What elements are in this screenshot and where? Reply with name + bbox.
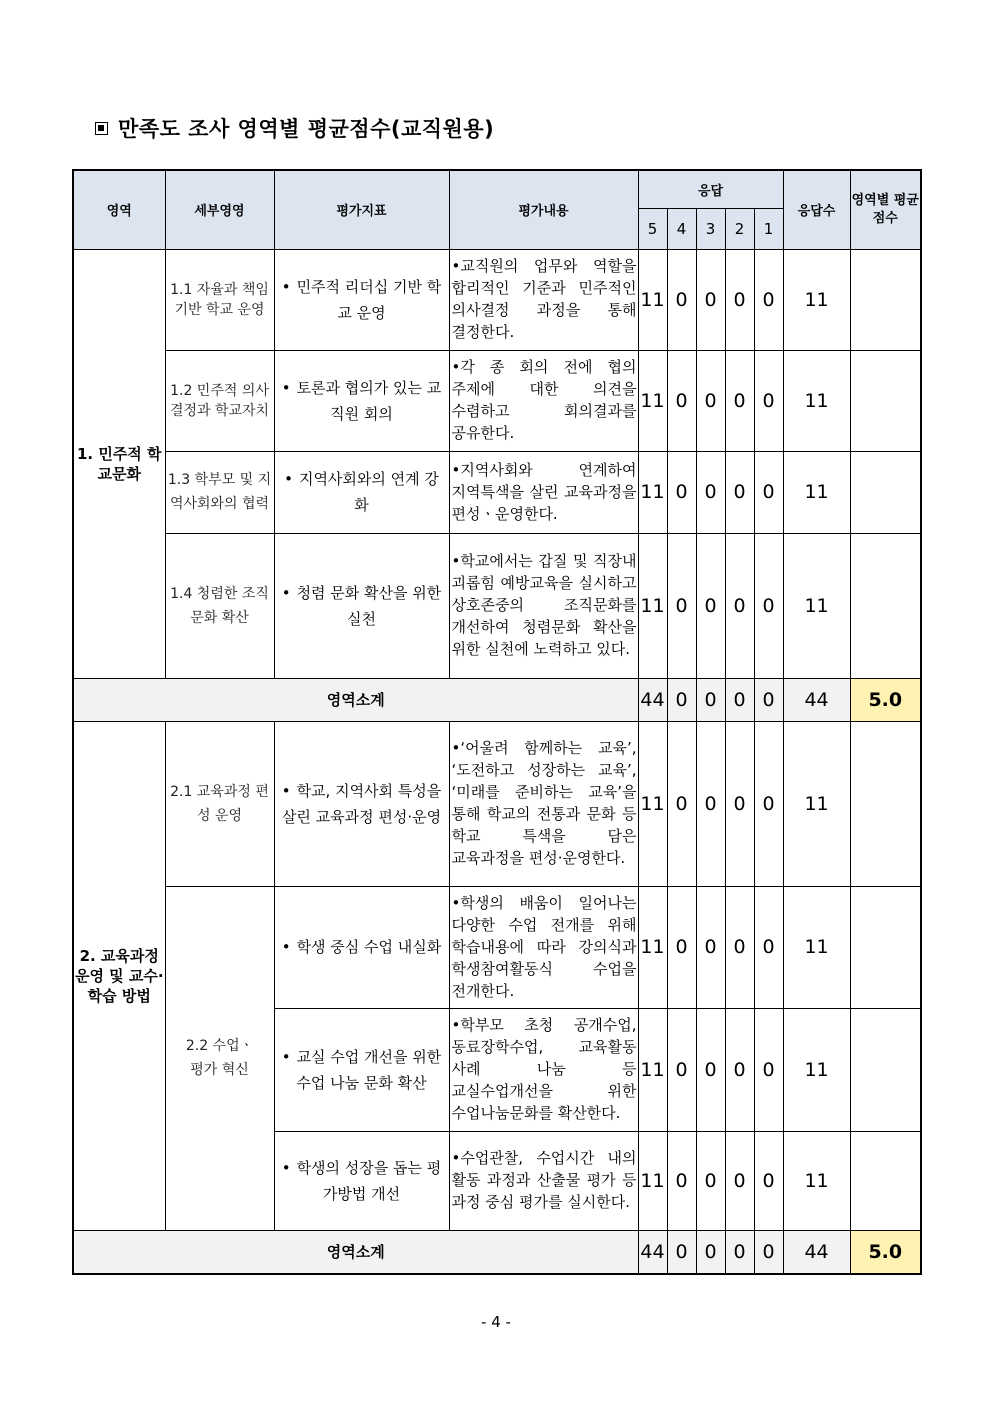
subtotal-label: 영역소계 [73,678,638,721]
indicator-cell [274,249,449,350]
indicator-cell [274,1008,449,1131]
table-row [73,350,921,451]
content-cell: •‘어울려 함께하는 교육’, ‘도전하고 성장하는 교육’, ‘미래를 준비하는 교육’을 통해 학교의 전통과 문화 등 학교 특색을 담은 교육과정을 편성·운영한다. [449,721,638,886]
sub-area-cell: 1.4 청렴한 조직문화 확산 [165,533,274,678]
bullet-icon: • [281,1158,291,1177]
resp-2: 0 [725,533,754,678]
resp-4: 0 [667,1131,696,1230]
subtotal-label: 영역소계 [73,1230,638,1274]
indicator-text: 학생의 성장을 돕는 평가방법 개선 [296,1158,442,1203]
resp-4: 0 [667,249,696,350]
resp-3: 0 [696,886,725,1008]
indicator-cell [274,721,449,886]
bullet-icon: • [281,378,291,397]
resp-1: 0 [754,721,783,886]
subtotal-count: 44 [783,1230,850,1274]
bullet-icon: • [281,938,291,956]
bullet-icon: • [281,277,291,296]
resp-4: 0 [667,451,696,533]
subtotal-row [73,678,921,721]
table-row [73,886,921,1008]
count-cell: 11 [783,350,850,451]
content-cell: •학생의 배움이 일어나는 다양한 수업 전개를 위해 학습내용에 따라 강의식과 학생참여활동식 수업을 전개한다. [449,886,638,1008]
avg-cell [850,249,921,350]
count-cell: 11 [783,886,850,1008]
resp-5: 11 [638,350,667,451]
area-cell: 1. 민주적 학교문화 [73,249,165,678]
resp-2: 0 [725,1131,754,1230]
resp-3: 0 [696,350,725,451]
content-cell: •각 종 회의 전에 협의 주제에 대한 의견을 수렴하고 회의결과를 공유한다. [449,350,638,451]
count-cell: 11 [783,451,850,533]
resp-5: 11 [638,721,667,886]
resp-5: 11 [638,451,667,533]
content-cell: •학교에서는 갑질 및 직장내 괴롭힘 예방교육을 실시하고 상호존중의 조직문화를 개선하여 청렴문화 확산을 위한 실천에 노력하고 있다. [449,533,638,678]
count-cell: 11 [783,721,850,886]
page-number: - 4 - [481,1313,511,1331]
table-row [73,533,921,678]
resp-2: 0 [725,1008,754,1131]
bullet-icon: • [281,781,291,800]
count-cell: 11 [783,249,850,350]
resp-3: 0 [696,721,725,886]
square-bullet-icon [95,122,108,135]
resp-3: 0 [696,249,725,350]
avg-cell [850,451,921,533]
indicator-cell [274,886,449,1008]
avg-cell [850,350,921,451]
title-text: 만족도 조사 영역별 평균점수(교직원용) [118,117,495,141]
indicator-cell [274,533,449,678]
content-cell: •지역사회와 연계하여 지역특색을 살린 교육과정을 편성ㆍ운영한다. [449,451,638,533]
subtotal-resp-1: 0 [754,678,783,721]
subtotal-avg: 5.0 [850,1230,921,1274]
resp-4: 0 [667,1008,696,1131]
header-sub-area: 세부영영 [165,170,274,249]
resp-3: 0 [696,1131,725,1230]
resp-3: 0 [696,1008,725,1131]
resp-5: 11 [638,1131,667,1230]
table-row [73,721,921,886]
resp-1: 0 [754,249,783,350]
header-avg: 영역별 평균점수 [850,170,921,249]
survey-table [72,169,922,1275]
resp-4: 0 [667,886,696,1008]
content-cell: •교직원의 업무와 역할을 합리적인 기준과 민주적인 의사결정 과정을 통해 결정한다. [449,249,638,350]
subtotal-resp-4: 0 [667,678,696,721]
count-cell: 11 [783,1008,850,1131]
bullet-icon: • [281,1047,291,1066]
subtotal-resp-2: 0 [725,1230,754,1274]
avg-cell [850,721,921,886]
resp-1: 0 [754,886,783,1008]
header-scale-5: 5 [638,208,667,249]
subtotal-resp-4: 0 [667,1230,696,1274]
sub-area-cell: 1.2 민주적 의사결정과 학교자치 [165,350,274,451]
header-scale-1: 1 [754,208,783,249]
sub-area-cell: 2.1 교육과정 편성 운영 [165,721,274,886]
subtotal-count: 44 [783,678,850,721]
avg-cell [850,533,921,678]
subtotal-resp-5: 44 [638,678,667,721]
indicator-cell [274,1131,449,1230]
table-row [73,249,921,350]
bullet-icon: • [284,470,293,488]
resp-2: 0 [725,886,754,1008]
avg-cell [850,1008,921,1131]
indicator-text: 민주적 리더십 기반 학교 운영 [296,277,442,322]
count-cell: 11 [783,533,850,678]
resp-2: 0 [725,721,754,886]
header-area: 영역 [73,170,165,249]
indicator-text: 토론과 협의가 있는 교직원 회의 [296,378,442,423]
resp-2: 0 [725,451,754,533]
resp-5: 11 [638,886,667,1008]
resp-3: 0 [696,533,725,678]
subtotal-row [73,1230,921,1274]
header-scale-3: 3 [696,208,725,249]
indicator-text: 청렴 문화 확산을 위한 실천 [296,583,442,628]
header-responses: 응답 [638,170,783,208]
header-indicator: 평가지표 [274,170,449,249]
header-scale-2: 2 [725,208,754,249]
resp-3: 0 [696,451,725,533]
resp-5: 11 [638,1008,667,1131]
resp-1: 0 [754,451,783,533]
resp-1: 0 [754,1131,783,1230]
subtotal-resp-1: 0 [754,1230,783,1274]
content-cell: •학부모 초청 공개수업, 동료장학수업, 교육활동 사례 나눔 등 교실수업개선을 위한 수업나눔문화를 확산한다. [449,1008,638,1131]
indicator-text: 교실 수업 개선을 위한 수업 나눔 문화 확산 [296,1047,442,1092]
indicator-cell [274,350,449,451]
header-row-1 [73,170,921,208]
area-cell: 2. 교육과정 운영 및 교수·학습 방법 [73,721,165,1230]
resp-2: 0 [725,249,754,350]
content-cell: •수업관찰, 수업시간 내의 활동 과정과 산출물 평가 등 과정 중심 평가를 실시한다. [449,1131,638,1230]
page-title [95,113,494,143]
resp-1: 0 [754,350,783,451]
subtotal-avg: 5.0 [850,678,921,721]
indicator-text: 학생 중심 수업 내실화 [296,938,442,956]
header-scale-4: 4 [667,208,696,249]
resp-1: 0 [754,533,783,678]
subtotal-resp-2: 0 [725,678,754,721]
resp-4: 0 [667,721,696,886]
header-count: 응답수 [783,170,850,249]
subtotal-resp-5: 44 [638,1230,667,1274]
avg-cell [850,886,921,1008]
indicator-text: 학교, 지역사회 특성을 살린 교육과정 편성·운영 [281,781,442,826]
header-content: 평가내용 [449,170,638,249]
sub-area-cell: 2.2 수업ㆍ평가 혁신 [165,886,274,1230]
subtotal-resp-3: 0 [696,1230,725,1274]
bullet-icon: • [281,583,291,602]
sub-area-cell: 1.3 학부모 및 지역사회와의 협력 [165,451,274,533]
resp-5: 11 [638,533,667,678]
table-row [73,451,921,533]
resp-2: 0 [725,350,754,451]
count-cell: 11 [783,1131,850,1230]
subtotal-resp-3: 0 [696,678,725,721]
indicator-cell [274,451,449,533]
resp-4: 0 [667,350,696,451]
resp-5: 11 [638,249,667,350]
resp-4: 0 [667,533,696,678]
indicator-text: 지역사회와의 연계 강화 [298,470,439,514]
sub-area-cell: 1.1 자율과 책임기반 학교 운영 [165,249,274,350]
resp-1: 0 [754,1008,783,1131]
avg-cell [850,1131,921,1230]
